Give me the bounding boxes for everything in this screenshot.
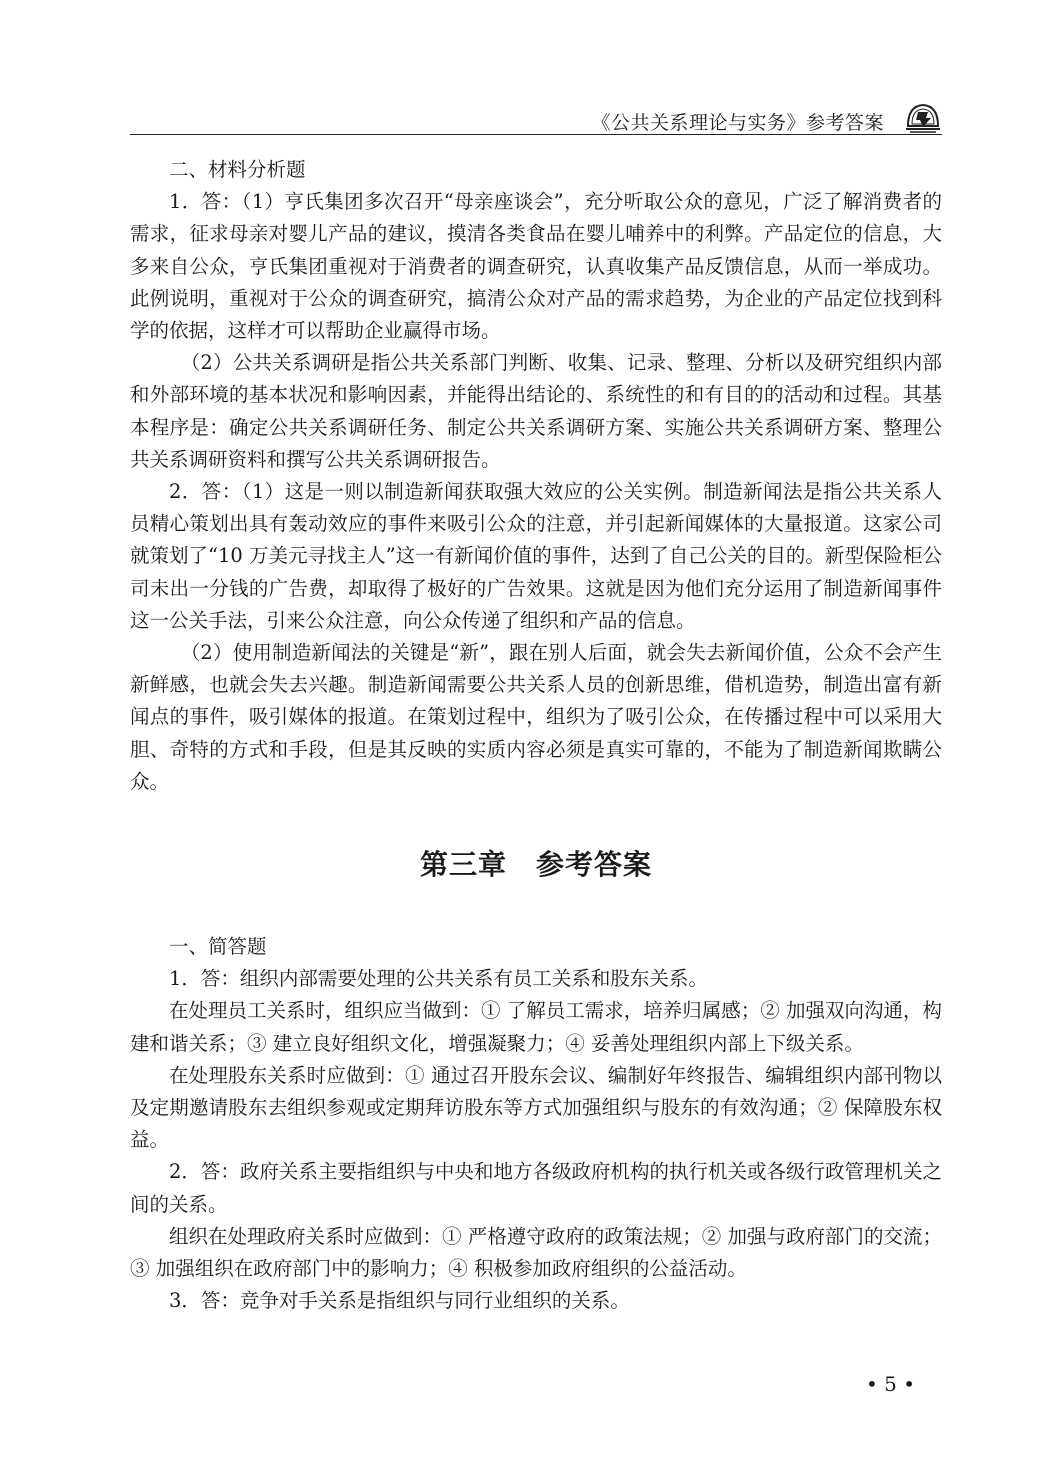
answer-paragraph: 组织在处理政府关系时应做到：① 严格遵守政府的政策法规；② 加强与政府部门的交流；③ 加强组织在政府部门中的影响力；④ 积极参加政府组织的公益活动。 [130, 1224, 942, 1281]
answer-paragraph: （2）使用制造新闻法的关键是“新”，跟在别人后面，就会失去新闻价值，公众不会产生新鲜感，也就会失去兴趣。制造新闻需要公共关系人员的创新思维，借机造势，制造出富有新闻点的事件，吸引媒体的报道。在策划过程中，组织为了吸引公众，在传播过程中可以采用大胆、奇特的方式和手段，但是其反映的实质内容必须是真实可靠的，不能为了制造新闻欺瞒公众。 [130, 641, 942, 793]
answer-paragraph: 1．答：（1）亨氏集团多次召开“母亲座谈会”，充分听取公众的意见，广泛了解消费者的需求，征求母亲对婴儿产品的建议，摸清各类食品在婴儿哺养中的利弊。产品定位的信息，大多来自公众，亨氏集团重视对于消费者的调查研究，认真收集产品反馈信息，从而一举成功。此例说明，重视对于公众的调查研究，搞清公众对产品的需求趋势，为企业的产品定位找到科学的依据，这样才可以帮助企业赢得市场。 [130, 190, 942, 343]
page-content [130, 154, 942, 1318]
answer-paragraph: 2．答：政府关系主要指组织与中央和地方各级政府机构的执行机关或各级行政管理机关之间的关系。 [130, 1160, 942, 1216]
answer-paragraph: 2．答：（1）这是一则以制造新闻获取强大效应的公关实例。制造新闻法是指公共关系人员精心策划出具有轰动效应的事件来吸引公众的注意，并引起新闻媒体的大量报道。这家公司就策划了“10 万美元寻找主人”这一有新闻价值的事件，达到了自己公关的目的。新型保险柜公司未出一分钱的广告费，却取得了极好的广告效果。这就是因为他们充分运用了制造新闻事件这一公关手法，引来公众注意，向公众传递了组织和产品的信息。 [130, 480, 942, 632]
page-header [130, 100, 942, 135]
answer-paragraph: 1．答：组织内部需要处理的公共关系有员工关系和股东关系。 [169, 967, 708, 991]
chapter-title: 第三章 参考答案 [419, 848, 652, 882]
answer-paragraph: 在处理股东关系时应做到：① 通过召开股东会议、编制好年终报告、编辑组织内部刊物以及定期邀请股东去组织参观或定期拜访股东等方式加强组织与股东的有效沟通；② 保障股东权益。 [130, 1063, 942, 1152]
section-heading-short-answer: 一、简答题 [169, 935, 267, 959]
header-title: 《公共关系理论与实务》参考答案 [591, 112, 884, 134]
answer-paragraph: （2）公共关系调研是指公共关系部门判断、收集、记录、整理、分析以及研究组织内部和外部环境的基本状况和影响因素，并能得出结论的、系统性的和有目的的活动和过程。其基本程序是：确定公共关系调研任务、制定公共关系调研方案、实施公共关系调研方案、整理公共关系调研资料和撰写公共关系调研报告。 [130, 351, 942, 471]
answer-paragraph: 3．答：竞争对手关系是指组织与同行业组织的关系。 [169, 1289, 630, 1313]
publisher-logo-icon [904, 100, 942, 134]
answer-paragraph: 在处理员工关系时，组织应当做到：① 了解员工需求，培养归属感；② 加强双向沟通，构建和谐关系；③ 建立良好组织文化，增强凝聚力；④ 妥善处理组织内部上下级关系。 [130, 999, 942, 1055]
section-heading-material-analysis: 二、材料分析题 [169, 158, 306, 181]
page-number: • 5 • [866, 1372, 916, 1396]
